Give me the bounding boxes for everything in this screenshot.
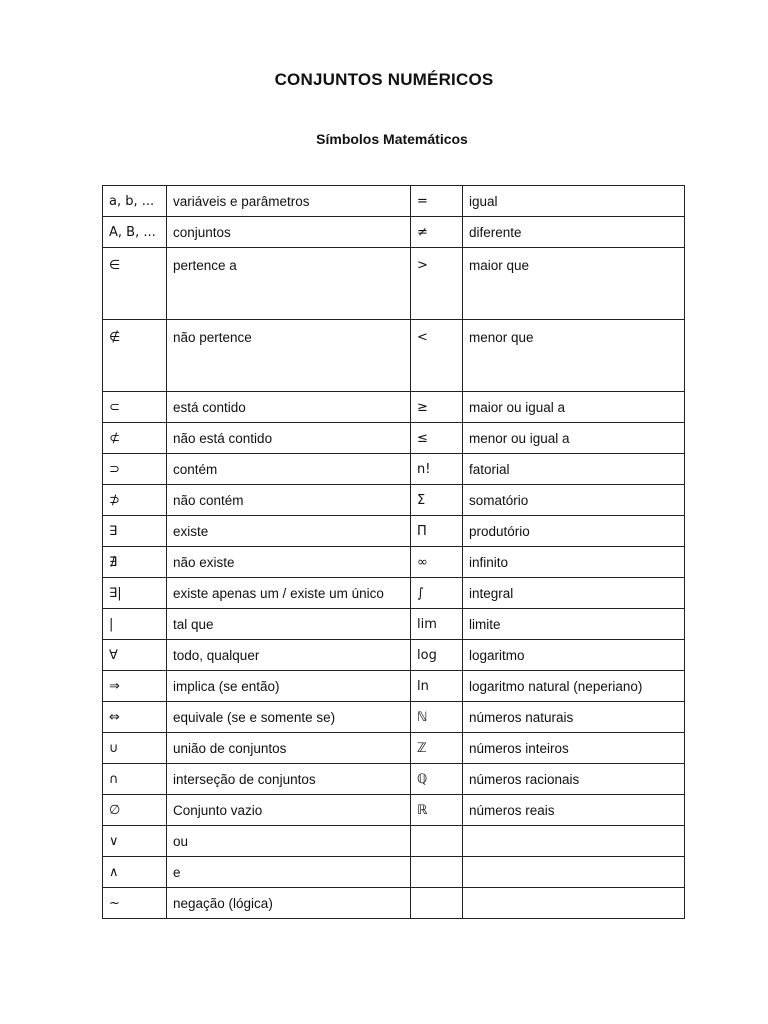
description-cell: conjuntos: [167, 217, 411, 248]
description-cell: implica (se então): [167, 671, 411, 702]
symbol-cell: log: [411, 640, 463, 671]
symbol-cell: ⊃: [103, 454, 167, 485]
description-cell: existe: [167, 516, 411, 547]
description-cell: maior que: [463, 248, 685, 320]
description-cell: não pertence: [167, 320, 411, 392]
symbol-cell: ℝ: [411, 795, 463, 826]
description-cell: Conjunto vazio: [167, 795, 411, 826]
table-row: [103, 248, 685, 320]
description-cell: interseção de conjuntos: [167, 764, 411, 795]
symbol-cell: ℕ: [411, 702, 463, 733]
symbol-cell: ∃: [103, 516, 167, 547]
symbol-cell: ∉: [103, 320, 167, 392]
table-row: [103, 640, 685, 671]
symbol-cell: ≤: [411, 423, 463, 454]
symbol-cell: ∀: [103, 640, 167, 671]
description-cell: todo, qualquer: [167, 640, 411, 671]
table-row: [103, 423, 685, 454]
description-cell: contém: [167, 454, 411, 485]
description-cell: pertence a: [167, 248, 411, 320]
table-row: [103, 795, 685, 826]
description-cell: equivale (se e somente se): [167, 702, 411, 733]
symbol-cell: Σ: [411, 485, 463, 516]
symbols-table-body: [103, 186, 685, 919]
description-cell: logaritmo: [463, 640, 685, 671]
description-cell: números inteiros: [463, 733, 685, 764]
symbol-cell: ∪: [103, 733, 167, 764]
table-row: [103, 186, 685, 217]
description-cell: somatório: [463, 485, 685, 516]
symbol-cell: ≥: [411, 392, 463, 423]
table-row: [103, 320, 685, 392]
symbol-cell: ℤ: [411, 733, 463, 764]
symbol-cell: ⊂: [103, 392, 167, 423]
description-cell: infinito: [463, 547, 685, 578]
table-row: [103, 609, 685, 640]
symbol-cell: ∫: [411, 578, 463, 609]
description-cell: logaritmo natural (neperiano): [463, 671, 685, 702]
table-row: [103, 547, 685, 578]
symbol-cell: >: [411, 248, 463, 320]
table-row: [103, 826, 685, 857]
symbol-cell: ⊅: [103, 485, 167, 516]
description-cell: união de conjuntos: [167, 733, 411, 764]
symbol-cell: [411, 857, 463, 888]
description-cell: existe apenas um / existe um único: [167, 578, 411, 609]
symbol-cell: ~: [103, 888, 167, 919]
table-row: [103, 485, 685, 516]
table-row: [103, 702, 685, 733]
table-row: [103, 217, 685, 248]
description-cell: menor que: [463, 320, 685, 392]
description-cell: números racionais: [463, 764, 685, 795]
symbol-cell: A, B, ...: [103, 217, 167, 248]
symbol-cell: ∅: [103, 795, 167, 826]
description-cell: [463, 857, 685, 888]
description-cell: [463, 826, 685, 857]
symbol-cell: ⊄: [103, 423, 167, 454]
description-cell: diferente: [463, 217, 685, 248]
description-cell: fatorial: [463, 454, 685, 485]
description-cell: maior ou igual a: [463, 392, 685, 423]
page-title: CONJUNTOS NUMÉRICOS: [274, 70, 494, 89]
symbol-cell: ∞: [411, 547, 463, 578]
table-row: [103, 857, 685, 888]
description-cell: integral: [463, 578, 685, 609]
table-row: [103, 764, 685, 795]
table-row: [103, 392, 685, 423]
description-cell: não existe: [167, 547, 411, 578]
page-subtitle: Símbolos Matemáticos: [316, 131, 468, 147]
description-cell: está contido: [167, 392, 411, 423]
symbol-cell: ∩: [103, 764, 167, 795]
symbol-cell: ⇒: [103, 671, 167, 702]
table-row: [103, 454, 685, 485]
symbol-cell: =: [411, 186, 463, 217]
description-cell: não contém: [167, 485, 411, 516]
symbol-cell: ∈: [103, 248, 167, 320]
symbol-cell: ln: [411, 671, 463, 702]
description-cell: tal que: [167, 609, 411, 640]
description-cell: [463, 888, 685, 919]
table-row: [103, 516, 685, 547]
symbol-cell: ≠: [411, 217, 463, 248]
table-row: [103, 671, 685, 702]
description-cell: produtório: [463, 516, 685, 547]
description-cell: números reais: [463, 795, 685, 826]
symbol-cell: ∧: [103, 857, 167, 888]
symbol-cell: ∃|: [103, 578, 167, 609]
description-cell: limite: [463, 609, 685, 640]
symbol-cell: |: [103, 609, 167, 640]
table-row: [103, 578, 685, 609]
description-cell: números naturais: [463, 702, 685, 733]
description-cell: ou: [167, 826, 411, 857]
symbol-cell: ⇔: [103, 702, 167, 733]
table-row: [103, 888, 685, 919]
description-cell: negação (lógica): [167, 888, 411, 919]
description-cell: igual: [463, 186, 685, 217]
symbol-cell: [411, 826, 463, 857]
description-cell: variáveis e parâmetros: [167, 186, 411, 217]
description-cell: não está contido: [167, 423, 411, 454]
symbol-cell: n!: [411, 454, 463, 485]
table-row: [103, 733, 685, 764]
description-cell: e: [167, 857, 411, 888]
symbol-cell: [411, 888, 463, 919]
symbol-cell: ∄: [103, 547, 167, 578]
symbol-cell: ℚ: [411, 764, 463, 795]
symbol-cell: lim: [411, 609, 463, 640]
description-cell: menor ou igual a: [463, 423, 685, 454]
symbol-cell: <: [411, 320, 463, 392]
symbols-table: [102, 185, 685, 919]
symbol-cell: a, b, ...: [103, 186, 167, 217]
symbol-cell: Π: [411, 516, 463, 547]
symbol-cell: ∨: [103, 826, 167, 857]
